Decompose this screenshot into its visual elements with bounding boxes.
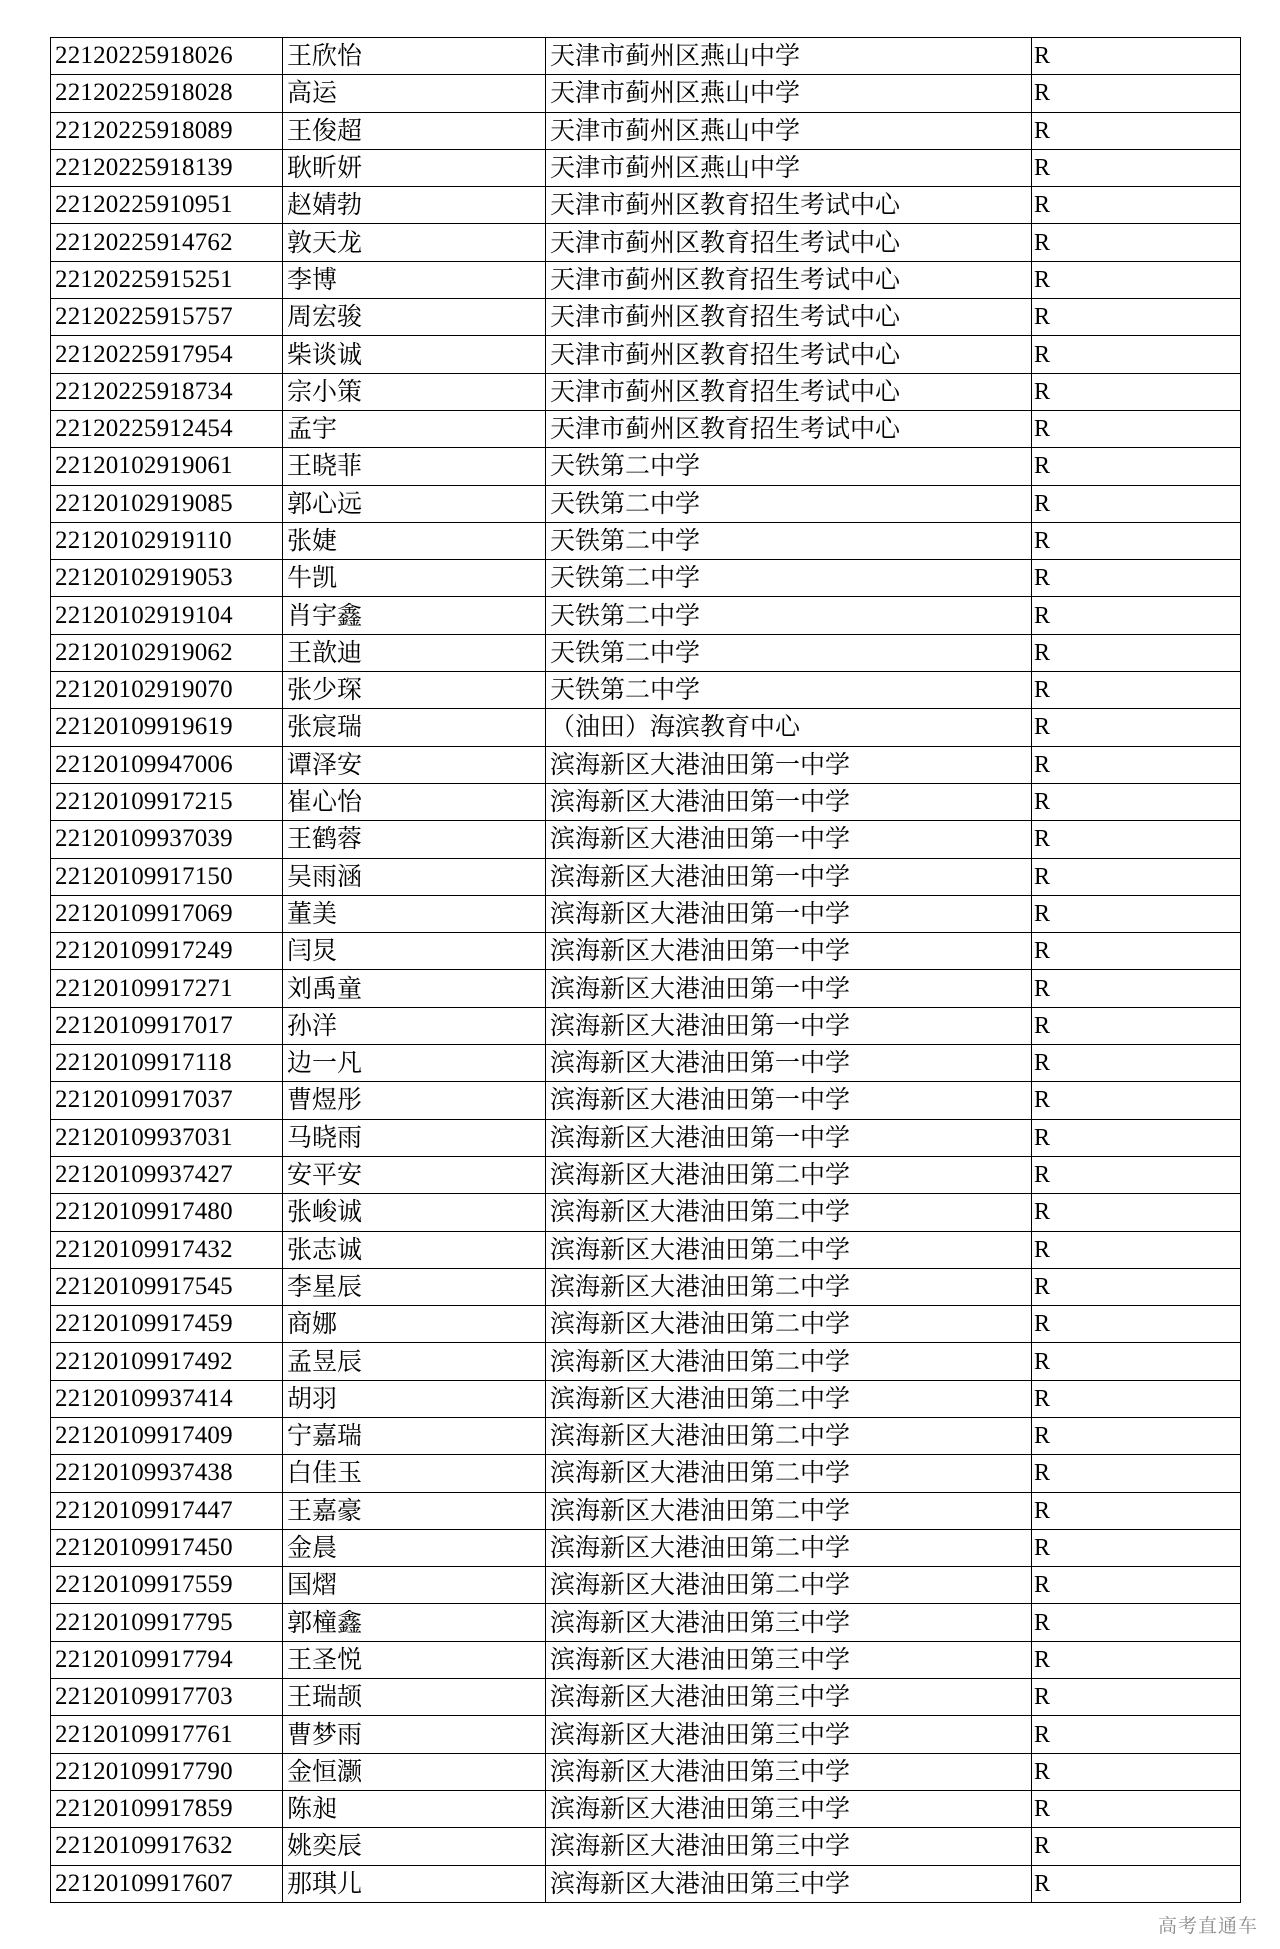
grade-cell: R bbox=[1032, 1343, 1241, 1380]
school-cell: 滨海新区大港油田第一中学 bbox=[546, 895, 1032, 932]
candidate-id-cell: 22120102919070 bbox=[51, 672, 283, 709]
candidate-id-cell: 22120225915757 bbox=[51, 299, 283, 336]
student-name-cell: 李星辰 bbox=[283, 1268, 546, 1305]
grade-cell: R bbox=[1032, 485, 1241, 522]
student-name-cell: 吴雨涵 bbox=[283, 858, 546, 895]
student-name-cell: 陈昶 bbox=[283, 1790, 546, 1827]
grade-cell: R bbox=[1032, 1007, 1241, 1044]
student-name-cell: 郭心远 bbox=[283, 485, 546, 522]
grade-cell: R bbox=[1032, 709, 1241, 746]
table-row bbox=[51, 149, 1241, 186]
school-cell: 滨海新区大港油田第二中学 bbox=[546, 1567, 1032, 1604]
candidate-id-cell: 22120225918089 bbox=[51, 112, 283, 149]
candidate-id-cell: 22120225910951 bbox=[51, 187, 283, 224]
student-name-cell: 白佳玉 bbox=[283, 1455, 546, 1492]
student-name-cell: 王歆迪 bbox=[283, 634, 546, 671]
table-row bbox=[51, 448, 1241, 485]
school-cell: 滨海新区大港油田第二中学 bbox=[546, 1194, 1032, 1231]
table-row bbox=[51, 1492, 1241, 1529]
table-row bbox=[51, 336, 1241, 373]
school-cell: 天津市蓟州区教育招生考试中心 bbox=[546, 261, 1032, 298]
school-cell: 滨海新区大港油田第二中学 bbox=[546, 1268, 1032, 1305]
student-name-cell: 敦天龙 bbox=[283, 224, 546, 261]
candidate-id-cell: 22120109947006 bbox=[51, 746, 283, 783]
grade-cell: R bbox=[1032, 933, 1241, 970]
candidate-id-cell: 22120109917069 bbox=[51, 895, 283, 932]
student-name-cell: 王晓菲 bbox=[283, 448, 546, 485]
table-row bbox=[51, 1156, 1241, 1193]
school-cell: （油田）海滨教育中心 bbox=[546, 709, 1032, 746]
candidate-id-cell: 22120109917790 bbox=[51, 1753, 283, 1790]
table-row bbox=[51, 1417, 1241, 1454]
candidate-id-cell: 22120102919110 bbox=[51, 522, 283, 559]
table-row bbox=[51, 560, 1241, 597]
school-cell: 天津市蓟州区教育招生考试中心 bbox=[546, 410, 1032, 447]
candidate-id-cell: 22120225914762 bbox=[51, 224, 283, 261]
table-row bbox=[51, 373, 1241, 410]
grade-cell: R bbox=[1032, 970, 1241, 1007]
candidate-id-cell: 22120225918139 bbox=[51, 149, 283, 186]
student-name-cell: 孟宇 bbox=[283, 410, 546, 447]
student-name-cell: 王欣怡 bbox=[283, 38, 546, 75]
table-row bbox=[51, 970, 1241, 1007]
student-name-cell: 马晓雨 bbox=[283, 1119, 546, 1156]
school-cell: 滨海新区大港油田第二中学 bbox=[546, 1492, 1032, 1529]
candidate-id-cell: 22120102919104 bbox=[51, 597, 283, 634]
candidate-id-cell: 22120109917447 bbox=[51, 1492, 283, 1529]
grade-cell: R bbox=[1032, 858, 1241, 895]
candidate-id-cell: 22120109917450 bbox=[51, 1529, 283, 1566]
table-row bbox=[51, 1231, 1241, 1268]
table-row bbox=[51, 1790, 1241, 1827]
school-cell: 天铁第二中学 bbox=[546, 485, 1032, 522]
school-cell: 滨海新区大港油田第三中学 bbox=[546, 1790, 1032, 1827]
roster-table bbox=[50, 37, 1241, 1903]
candidate-id-cell: 22120109917432 bbox=[51, 1231, 283, 1268]
grade-cell: R bbox=[1032, 1679, 1241, 1716]
school-cell: 滨海新区大港油田第一中学 bbox=[546, 746, 1032, 783]
student-name-cell: 肖宇鑫 bbox=[283, 597, 546, 634]
school-cell: 天津市蓟州区教育招生考试中心 bbox=[546, 187, 1032, 224]
grade-cell: R bbox=[1032, 1865, 1241, 1902]
school-cell: 天铁第二中学 bbox=[546, 672, 1032, 709]
grade-cell: R bbox=[1032, 1753, 1241, 1790]
school-cell: 滨海新区大港油田第三中学 bbox=[546, 1679, 1032, 1716]
school-cell: 天津市蓟州区教育招生考试中心 bbox=[546, 336, 1032, 373]
school-cell: 滨海新区大港油田第三中学 bbox=[546, 1716, 1032, 1753]
table-row bbox=[51, 895, 1241, 932]
grade-cell: R bbox=[1032, 522, 1241, 559]
student-name-cell: 刘禹童 bbox=[283, 970, 546, 1007]
grade-cell: R bbox=[1032, 1417, 1241, 1454]
table-row bbox=[51, 746, 1241, 783]
school-cell: 天津市蓟州区燕山中学 bbox=[546, 149, 1032, 186]
school-cell: 滨海新区大港油田第三中学 bbox=[546, 1753, 1032, 1790]
grade-cell: R bbox=[1032, 1231, 1241, 1268]
school-cell: 滨海新区大港油田第三中学 bbox=[546, 1828, 1032, 1865]
table-row bbox=[51, 1865, 1241, 1902]
student-name-cell: 谭泽安 bbox=[283, 746, 546, 783]
table-row bbox=[51, 1268, 1241, 1305]
candidate-id-cell: 22120109917271 bbox=[51, 970, 283, 1007]
student-name-cell: 郭橦鑫 bbox=[283, 1604, 546, 1641]
school-cell: 天津市蓟州区教育招生考试中心 bbox=[546, 299, 1032, 336]
student-name-cell: 边一凡 bbox=[283, 1045, 546, 1082]
grade-cell: R bbox=[1032, 448, 1241, 485]
grade-cell: R bbox=[1032, 1641, 1241, 1678]
grade-cell: R bbox=[1032, 1082, 1241, 1119]
table-row bbox=[51, 1828, 1241, 1865]
student-name-cell: 张宸瑞 bbox=[283, 709, 546, 746]
table-row bbox=[51, 299, 1241, 336]
student-name-cell: 孟昱辰 bbox=[283, 1343, 546, 1380]
grade-cell: R bbox=[1032, 634, 1241, 671]
school-cell: 天铁第二中学 bbox=[546, 634, 1032, 671]
candidate-id-cell: 22120109917545 bbox=[51, 1268, 283, 1305]
grade-cell: R bbox=[1032, 1306, 1241, 1343]
candidate-id-cell: 22120109917215 bbox=[51, 783, 283, 820]
student-name-cell: 王鹤蓉 bbox=[283, 821, 546, 858]
candidate-id-cell: 22120225918026 bbox=[51, 38, 283, 75]
student-name-cell: 周宏骏 bbox=[283, 299, 546, 336]
student-name-cell: 李博 bbox=[283, 261, 546, 298]
table-row bbox=[51, 1343, 1241, 1380]
school-cell: 天津市蓟州区燕山中学 bbox=[546, 38, 1032, 75]
candidate-id-cell: 22120109917795 bbox=[51, 1604, 283, 1641]
student-name-cell: 孙洋 bbox=[283, 1007, 546, 1044]
grade-cell: R bbox=[1032, 224, 1241, 261]
grade-cell: R bbox=[1032, 672, 1241, 709]
candidate-id-cell: 22120109917559 bbox=[51, 1567, 283, 1604]
candidate-id-cell: 22120225918734 bbox=[51, 373, 283, 410]
student-name-cell: 张志诚 bbox=[283, 1231, 546, 1268]
grade-cell: R bbox=[1032, 560, 1241, 597]
candidate-id-cell: 22120109937427 bbox=[51, 1156, 283, 1193]
school-cell: 天津市蓟州区教育招生考试中心 bbox=[546, 224, 1032, 261]
table-row bbox=[51, 634, 1241, 671]
student-name-cell: 安平安 bbox=[283, 1156, 546, 1193]
table-row bbox=[51, 1753, 1241, 1790]
grade-cell: R bbox=[1032, 597, 1241, 634]
student-name-cell: 金晨 bbox=[283, 1529, 546, 1566]
candidate-id-cell: 22120109937438 bbox=[51, 1455, 283, 1492]
school-cell: 滨海新区大港油田第一中学 bbox=[546, 783, 1032, 820]
student-name-cell: 张少琛 bbox=[283, 672, 546, 709]
school-cell: 滨海新区大港油田第二中学 bbox=[546, 1380, 1032, 1417]
grade-cell: R bbox=[1032, 783, 1241, 820]
candidate-id-cell: 22120102919061 bbox=[51, 448, 283, 485]
student-name-cell: 曹煜彤 bbox=[283, 1082, 546, 1119]
student-name-cell: 商娜 bbox=[283, 1306, 546, 1343]
table-row bbox=[51, 224, 1241, 261]
grade-cell: R bbox=[1032, 1119, 1241, 1156]
candidate-id-cell: 22120109917607 bbox=[51, 1865, 283, 1902]
candidate-id-cell: 22120109917480 bbox=[51, 1194, 283, 1231]
table-row bbox=[51, 485, 1241, 522]
grade-cell: R bbox=[1032, 821, 1241, 858]
school-cell: 滨海新区大港油田第三中学 bbox=[546, 1865, 1032, 1902]
candidate-id-cell: 22120225918028 bbox=[51, 75, 283, 112]
table-row bbox=[51, 597, 1241, 634]
candidate-id-cell: 22120109937039 bbox=[51, 821, 283, 858]
candidate-id-cell: 22120109937031 bbox=[51, 1119, 283, 1156]
school-cell: 天津市蓟州区燕山中学 bbox=[546, 112, 1032, 149]
school-cell: 滨海新区大港油田第一中学 bbox=[546, 1045, 1032, 1082]
grade-cell: R bbox=[1032, 336, 1241, 373]
table-row bbox=[51, 1567, 1241, 1604]
table-row bbox=[51, 1455, 1241, 1492]
grade-cell: R bbox=[1032, 1156, 1241, 1193]
table-row bbox=[51, 1380, 1241, 1417]
table-row bbox=[51, 187, 1241, 224]
school-cell: 天铁第二中学 bbox=[546, 448, 1032, 485]
table-row bbox=[51, 1679, 1241, 1716]
student-name-cell: 崔心怡 bbox=[283, 783, 546, 820]
school-cell: 滨海新区大港油田第三中学 bbox=[546, 1641, 1032, 1678]
candidate-id-cell: 22120109917492 bbox=[51, 1343, 283, 1380]
student-name-cell: 高运 bbox=[283, 75, 546, 112]
table-row bbox=[51, 261, 1241, 298]
table-row bbox=[51, 75, 1241, 112]
grade-cell: R bbox=[1032, 1455, 1241, 1492]
student-name-cell: 宗小策 bbox=[283, 373, 546, 410]
grade-cell: R bbox=[1032, 1380, 1241, 1417]
candidate-id-cell: 22120109917118 bbox=[51, 1045, 283, 1082]
grade-cell: R bbox=[1032, 1492, 1241, 1529]
table-row bbox=[51, 783, 1241, 820]
candidate-id-cell: 22120109917859 bbox=[51, 1790, 283, 1827]
school-cell: 滨海新区大港油田第一中学 bbox=[546, 821, 1032, 858]
school-cell: 天铁第二中学 bbox=[546, 597, 1032, 634]
school-cell: 滨海新区大港油田第一中学 bbox=[546, 1082, 1032, 1119]
table-row bbox=[51, 112, 1241, 149]
grade-cell: R bbox=[1032, 1268, 1241, 1305]
grade-cell: R bbox=[1032, 1828, 1241, 1865]
table-row bbox=[51, 821, 1241, 858]
school-cell: 滨海新区大港油田第二中学 bbox=[546, 1529, 1032, 1566]
grade-cell: R bbox=[1032, 1716, 1241, 1753]
student-name-cell: 张婕 bbox=[283, 522, 546, 559]
school-cell: 滨海新区大港油田第一中学 bbox=[546, 933, 1032, 970]
student-name-cell: 胡羽 bbox=[283, 1380, 546, 1417]
candidate-id-cell: 22120109917249 bbox=[51, 933, 283, 970]
candidate-id-cell: 22120109917632 bbox=[51, 1828, 283, 1865]
student-name-cell: 赵婧勃 bbox=[283, 187, 546, 224]
school-cell: 天铁第二中学 bbox=[546, 522, 1032, 559]
school-cell: 滨海新区大港油田第一中学 bbox=[546, 1007, 1032, 1044]
student-name-cell: 姚奕辰 bbox=[283, 1828, 546, 1865]
grade-cell: R bbox=[1032, 75, 1241, 112]
table-row bbox=[51, 1529, 1241, 1566]
student-name-cell: 王圣悦 bbox=[283, 1641, 546, 1678]
candidate-id-cell: 22120225912454 bbox=[51, 410, 283, 447]
table-row bbox=[51, 1641, 1241, 1678]
grade-cell: R bbox=[1032, 895, 1241, 932]
table-row bbox=[51, 1045, 1241, 1082]
candidate-id-cell: 22120225917954 bbox=[51, 336, 283, 373]
candidate-id-cell: 22120109917037 bbox=[51, 1082, 283, 1119]
grade-cell: R bbox=[1032, 299, 1241, 336]
grade-cell: R bbox=[1032, 1529, 1241, 1566]
school-cell: 滨海新区大港油田第二中学 bbox=[546, 1455, 1032, 1492]
student-name-cell: 曹梦雨 bbox=[283, 1716, 546, 1753]
grade-cell: R bbox=[1032, 149, 1241, 186]
grade-cell: R bbox=[1032, 1567, 1241, 1604]
student-name-cell: 张峻诚 bbox=[283, 1194, 546, 1231]
school-cell: 滨海新区大港油田第二中学 bbox=[546, 1417, 1032, 1454]
candidate-id-cell: 22120109937414 bbox=[51, 1380, 283, 1417]
candidate-id-cell: 22120109917459 bbox=[51, 1306, 283, 1343]
grade-cell: R bbox=[1032, 187, 1241, 224]
table-row bbox=[51, 1306, 1241, 1343]
student-name-cell: 董美 bbox=[283, 895, 546, 932]
candidate-id-cell: 22120109919619 bbox=[51, 709, 283, 746]
candidate-id-cell: 22120109917761 bbox=[51, 1716, 283, 1753]
candidate-id-cell: 22120102919053 bbox=[51, 560, 283, 597]
candidate-id-cell: 22120109917794 bbox=[51, 1641, 283, 1678]
grade-cell: R bbox=[1032, 1604, 1241, 1641]
student-name-cell: 王嘉豪 bbox=[283, 1492, 546, 1529]
student-name-cell: 王俊超 bbox=[283, 112, 546, 149]
student-name-cell: 柴谈诚 bbox=[283, 336, 546, 373]
grade-cell: R bbox=[1032, 1790, 1241, 1827]
student-name-cell: 宁嘉瑞 bbox=[283, 1417, 546, 1454]
school-cell: 滨海新区大港油田第一中学 bbox=[546, 858, 1032, 895]
student-name-cell: 闫炅 bbox=[283, 933, 546, 970]
school-cell: 滨海新区大港油田第二中学 bbox=[546, 1231, 1032, 1268]
grade-cell: R bbox=[1032, 38, 1241, 75]
roster-table-body bbox=[51, 38, 1241, 1903]
table-row bbox=[51, 1604, 1241, 1641]
candidate-id-cell: 22120109917703 bbox=[51, 1679, 283, 1716]
school-cell: 滨海新区大港油田第三中学 bbox=[546, 1604, 1032, 1641]
grade-cell: R bbox=[1032, 261, 1241, 298]
table-row bbox=[51, 522, 1241, 559]
student-name-cell: 王瑞颉 bbox=[283, 1679, 546, 1716]
school-cell: 滨海新区大港油田第一中学 bbox=[546, 1119, 1032, 1156]
candidate-id-cell: 22120109917017 bbox=[51, 1007, 283, 1044]
candidate-id-cell: 22120109917150 bbox=[51, 858, 283, 895]
candidate-id-cell: 22120225915251 bbox=[51, 261, 283, 298]
table-row bbox=[51, 410, 1241, 447]
grade-cell: R bbox=[1032, 373, 1241, 410]
table-row bbox=[51, 1082, 1241, 1119]
table-row bbox=[51, 672, 1241, 709]
student-name-cell: 耿昕妍 bbox=[283, 149, 546, 186]
candidate-id-cell: 22120102919085 bbox=[51, 485, 283, 522]
candidate-id-cell: 22120109917409 bbox=[51, 1417, 283, 1454]
grade-cell: R bbox=[1032, 410, 1241, 447]
student-name-cell: 金恒灏 bbox=[283, 1753, 546, 1790]
table-row bbox=[51, 709, 1241, 746]
table-row bbox=[51, 858, 1241, 895]
grade-cell: R bbox=[1032, 112, 1241, 149]
school-cell: 滨海新区大港油田第一中学 bbox=[546, 970, 1032, 1007]
watermark-text: 高考直通车 bbox=[1157, 1915, 1258, 1937]
school-cell: 滨海新区大港油田第二中学 bbox=[546, 1156, 1032, 1193]
student-name-cell: 那琪儿 bbox=[283, 1865, 546, 1902]
table-row bbox=[51, 1194, 1241, 1231]
table-row bbox=[51, 1716, 1241, 1753]
grade-cell: R bbox=[1032, 746, 1241, 783]
table-row bbox=[51, 1007, 1241, 1044]
student-name-cell: 牛凯 bbox=[283, 560, 546, 597]
school-cell: 滨海新区大港油田第二中学 bbox=[546, 1343, 1032, 1380]
grade-cell: R bbox=[1032, 1194, 1241, 1231]
student-name-cell: 国熠 bbox=[283, 1567, 546, 1604]
table-row bbox=[51, 38, 1241, 75]
school-cell: 天津市蓟州区燕山中学 bbox=[546, 75, 1032, 112]
school-cell: 天铁第二中学 bbox=[546, 560, 1032, 597]
table-row bbox=[51, 933, 1241, 970]
school-cell: 滨海新区大港油田第二中学 bbox=[546, 1306, 1032, 1343]
table-row bbox=[51, 1119, 1241, 1156]
school-cell: 天津市蓟州区教育招生考试中心 bbox=[546, 373, 1032, 410]
candidate-id-cell: 22120102919062 bbox=[51, 634, 283, 671]
grade-cell: R bbox=[1032, 1045, 1241, 1082]
